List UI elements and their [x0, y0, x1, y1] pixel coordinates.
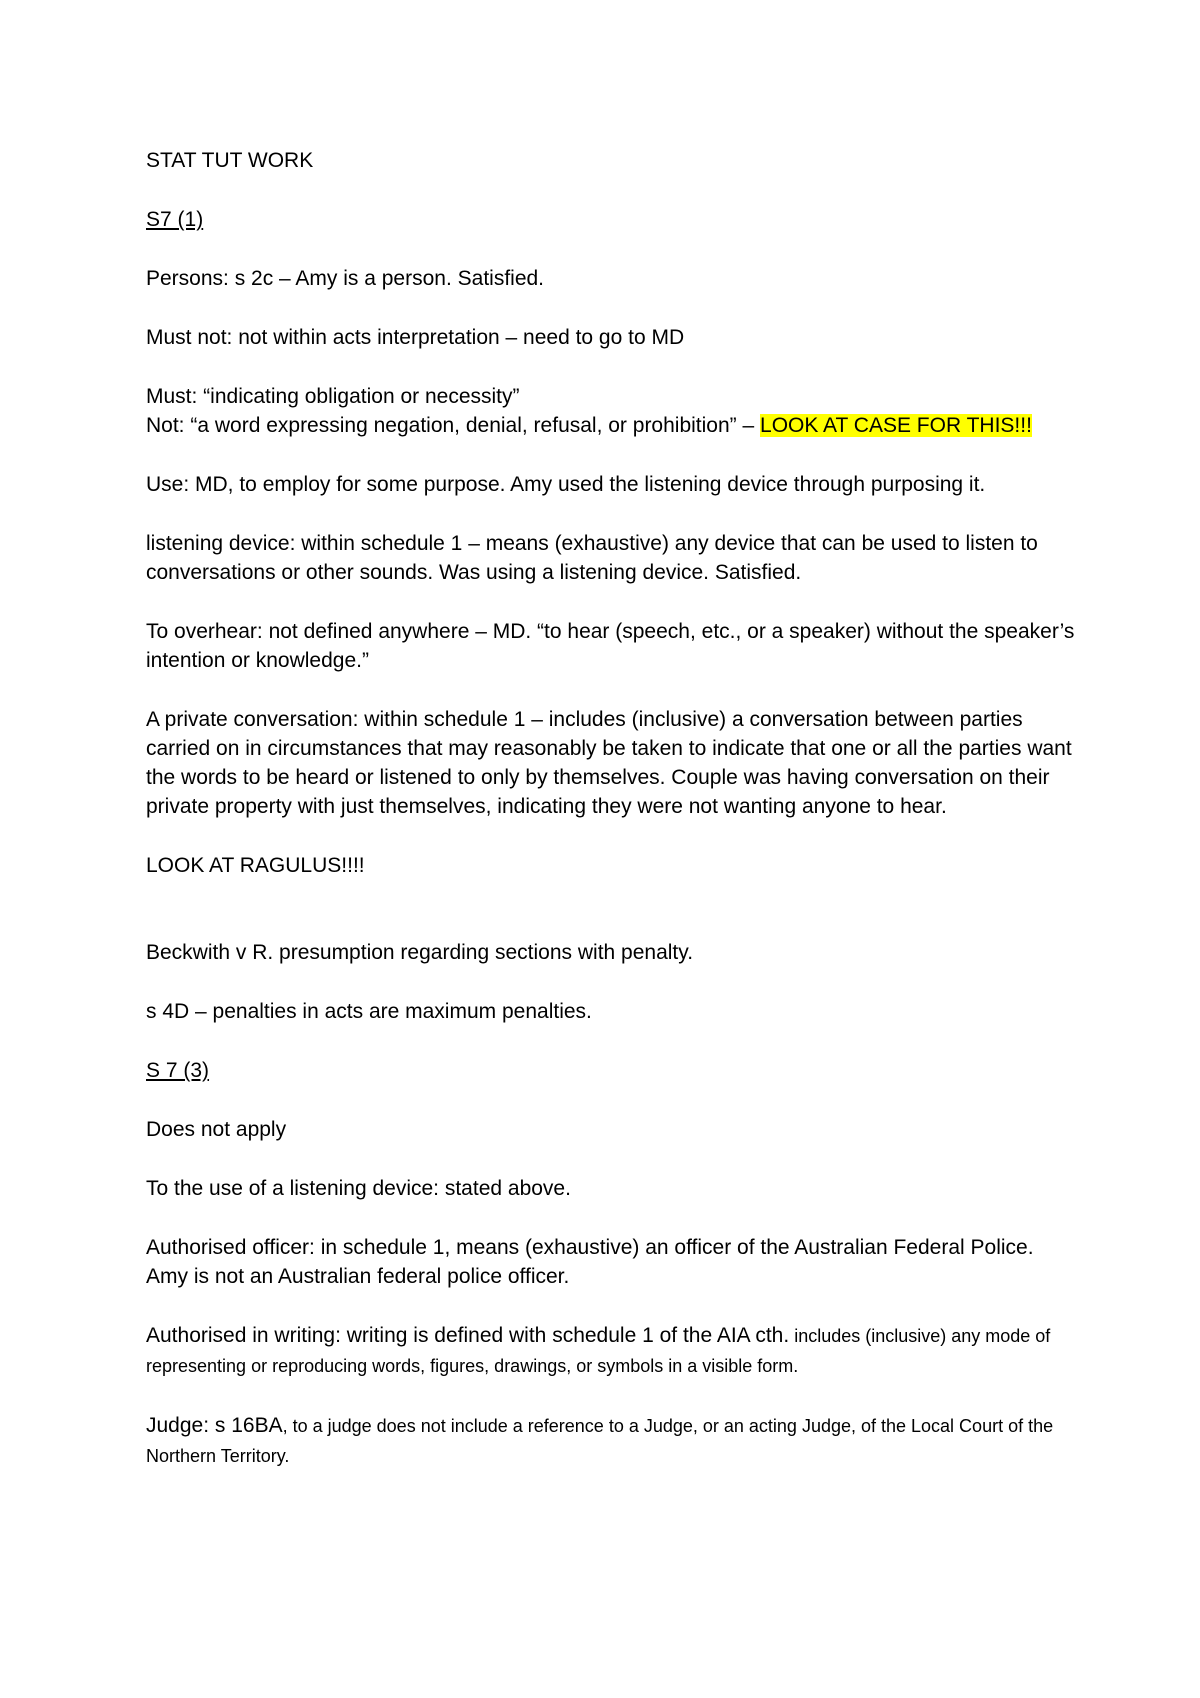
paragraph-s4d: s 4D – penalties in acts are maximum penalties. [146, 1000, 592, 1023]
paragraph-ragulus: LOOK AT RAGULUS!!!! [146, 854, 365, 877]
authorised-writing-lead: Authorised in writing: writing is defined with schedule 1 of the AIA cth. [146, 1324, 790, 1347]
highlighted-note: LOOK AT CASE FOR THIS!!! [760, 414, 1032, 437]
judge-lead: Judge: s 16BA [146, 1414, 283, 1437]
paragraph-must-not: Must not: not within acts interpretation – need to go to MD [146, 326, 685, 349]
paragraph-use-of-device: To the use of a listening device: stated above. [146, 1177, 571, 1200]
paragraph-must: Must: “indicating obligation or necessity” [146, 385, 520, 408]
authorised-writing-rest: includes (inclusive) any mode of representing or reproducing words, figures, drawings, or symbols in a visible form. [146, 1326, 1051, 1376]
section-heading-s7-3: S 7 (3) [146, 1059, 210, 1082]
section-heading-s7-1: S7 (1) [146, 208, 204, 231]
paragraph-beckwith: Beckwith v R. presumption regarding sections with penalty. [146, 941, 694, 964]
paragraph-authorised-writing [146, 1321, 1076, 1381]
paragraph-authorised-officer: Authorised officer: in schedule 1, means (exhaustive) an officer of the Australian Federal Police. Amy is not an Australian federal police officer. [146, 1236, 1034, 1288]
paragraph-does-not-apply: Does not apply [146, 1118, 287, 1141]
paragraph-use: Use: MD, to employ for some purpose. Amy used the listening device through purposing it. [146, 473, 986, 496]
not-definition-text: Not: “a word expressing negation, denial, refusal, or prohibition” – [146, 414, 761, 437]
document-body [146, 146, 1076, 1501]
paragraph-listening-device: listening device: within schedule 1 – means (exhaustive) any device that can be used to listen to conversations or other sounds. Was using a listening device. Satisfied. [146, 532, 1038, 584]
paragraph-persons: Persons: s 2c – Amy is a person. Satisfied. [146, 267, 545, 290]
paragraph-not [146, 411, 1076, 440]
paragraph-overhear: To overhear: not defined anywhere – MD. “to hear (speech, etc., or a speaker) without the speaker’s intention or knowledge.” [146, 620, 1075, 672]
document-title: STAT TUT WORK [146, 149, 314, 172]
paragraph-private-conversation: A private conversation: within schedule 1 – includes (inclusive) a conversation between parties carried on in circumstances that may reasonably be taken to indicate that one or all the parties want the words to be heard or listened to only by themselves. Couple was having conversation on their private property with just themselves, indicating they were not wanting anyone to hear. [146, 708, 1072, 818]
paragraph-judge [146, 1411, 1076, 1471]
judge-rest: , to a judge does not include a reference to a Judge, or an acting Judge, of the Local Court of the Northern Territory. [146, 1416, 1054, 1466]
